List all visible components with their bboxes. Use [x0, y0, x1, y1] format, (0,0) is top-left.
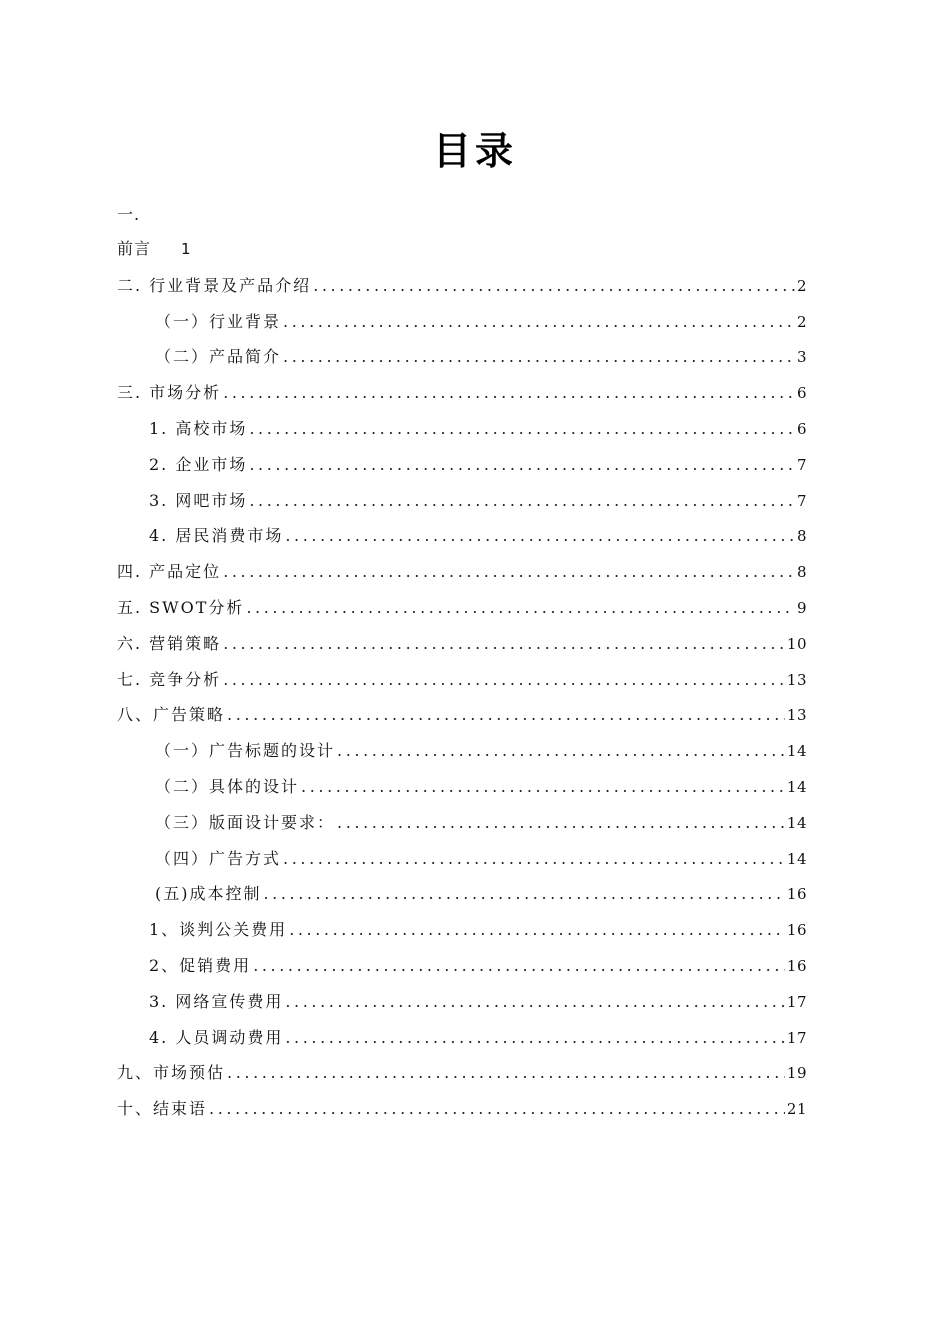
- dot-leader: [253, 955, 785, 977]
- toc-entry[interactable]: [117, 798, 807, 834]
- toc-entry[interactable]: [117, 476, 807, 512]
- toc-entry[interactable]: [117, 691, 807, 727]
- toc-entry-page: 13: [786, 670, 807, 689]
- toc-entry[interactable]: [117, 261, 807, 297]
- toc-entry-text: (五)成本控制: [155, 884, 262, 904]
- toc-entry-text: 1. 高校市场: [149, 418, 248, 438]
- dot-leader: [227, 1062, 785, 1084]
- toc-entry-page: 9: [796, 598, 807, 617]
- toc-entry-text: 3. 网吧市场: [149, 490, 248, 510]
- toc-entry[interactable]: [117, 512, 807, 548]
- toc-entry-page: 1: [181, 240, 192, 258]
- dot-leader: [223, 633, 785, 655]
- toc-entry-text: 七. 竞争分析: [117, 669, 222, 689]
- toc-entry-page: 7: [796, 491, 807, 510]
- toc-pre-line-1: [117, 204, 140, 226]
- toc-entry-page: 2: [796, 312, 807, 331]
- toc-entry-page: 16: [786, 885, 807, 904]
- dot-leader: [246, 597, 795, 619]
- dot-leader: [249, 454, 795, 476]
- toc-entry[interactable]: [117, 547, 807, 583]
- toc-entry[interactable]: [117, 297, 807, 333]
- toc-entry-text: 1、谈判公关费用: [149, 920, 288, 940]
- toc-entry-page: 8: [796, 563, 807, 582]
- toc-entry-page: 6: [796, 384, 807, 403]
- dot-leader: [223, 382, 795, 404]
- toc-entry-page: 14: [786, 777, 807, 796]
- toc-entry-text: 三. 市场分析: [117, 383, 222, 403]
- dot-leader: [249, 490, 795, 512]
- toc-entry[interactable]: [117, 762, 807, 798]
- toc-entry-text: 2、促销费用: [149, 955, 252, 975]
- toc-entry-text: 一.: [117, 205, 141, 224]
- toc-entry-page: 21: [786, 1100, 807, 1119]
- toc-pre-line-2[interactable]: [117, 238, 192, 260]
- toc-entry-text: 四. 产品定位: [117, 562, 222, 582]
- dot-leader: [209, 1098, 785, 1120]
- toc-entry-text: （四）广告方式: [155, 848, 282, 868]
- toc-entry-text: 前言: [117, 239, 152, 258]
- toc-entry-page: 10: [786, 634, 807, 653]
- toc-entry-text: 六. 营销策略: [117, 633, 222, 653]
- dot-leader: [337, 812, 785, 834]
- toc-entry[interactable]: [117, 404, 807, 440]
- dot-leader: [289, 919, 785, 941]
- toc-entry-text: 十、结束语: [117, 1099, 208, 1119]
- dot-leader: [285, 525, 795, 547]
- toc-entry-page: 17: [786, 1028, 807, 1047]
- toc-entry[interactable]: [117, 1013, 807, 1049]
- toc-entry-text: 九、市场预估: [117, 1063, 226, 1083]
- dot-leader: [249, 418, 795, 440]
- dot-leader: [223, 669, 785, 691]
- toc-entry-text: 八、广告策略: [117, 705, 226, 725]
- toc-entry-text: 4. 人员调动费用: [149, 1027, 284, 1047]
- dot-leader: [283, 848, 785, 870]
- toc-entry[interactable]: [117, 619, 807, 655]
- dot-leader: [227, 704, 785, 726]
- toc-entry-page: 17: [786, 992, 807, 1011]
- toc-entry-page: 2: [796, 276, 807, 295]
- toc-entry-text: （一）广告标题的设计: [155, 741, 336, 761]
- toc-entry[interactable]: [117, 655, 807, 691]
- toc-entry-page: 14: [786, 849, 807, 868]
- toc-entry[interactable]: [117, 834, 807, 870]
- toc-entry-text: （二）产品简介: [155, 347, 282, 367]
- toc-entry-text: 五. SWOT分析: [117, 597, 245, 617]
- toc-entry[interactable]: [117, 905, 807, 941]
- toc-entry[interactable]: [117, 1084, 807, 1120]
- toc-entry-page: 6: [796, 419, 807, 438]
- dot-leader: [283, 311, 795, 333]
- toc-entry[interactable]: [117, 333, 807, 369]
- toc-list: [117, 261, 807, 1120]
- dot-leader: [313, 275, 795, 297]
- toc-entry[interactable]: [117, 726, 807, 762]
- dot-leader: [285, 991, 785, 1013]
- dot-leader: [301, 776, 785, 798]
- toc-entry[interactable]: [117, 368, 807, 404]
- toc-entry[interactable]: [117, 1049, 807, 1085]
- toc-entry-page: 16: [786, 921, 807, 940]
- toc-entry-page: 19: [786, 1064, 807, 1083]
- toc-entry[interactable]: [117, 440, 807, 476]
- toc-entry[interactable]: [117, 941, 807, 977]
- toc-entry-page: 14: [786, 813, 807, 832]
- toc-entry-text: 二. 行业背景及产品介绍: [117, 275, 312, 295]
- toc-entry[interactable]: [117, 870, 807, 906]
- toc-entry-text: 4. 居民消费市场: [149, 526, 284, 546]
- toc-entry-page: 8: [796, 527, 807, 546]
- toc-entry-page: 7: [796, 455, 807, 474]
- toc-entry-page: 14: [786, 742, 807, 761]
- toc-entry-page: 16: [786, 956, 807, 975]
- toc-entry[interactable]: [117, 977, 807, 1013]
- dot-leader: [285, 1027, 785, 1049]
- dot-leader: [283, 346, 795, 368]
- toc-entry-text: 2. 企业市场: [149, 454, 248, 474]
- toc-entry-text: （三）版面设计要求：: [155, 812, 336, 832]
- dot-leader: [264, 883, 785, 905]
- toc-entry-text: （一）行业背景: [155, 311, 282, 331]
- dot-leader: [337, 740, 785, 762]
- toc-entry-page: 13: [786, 706, 807, 725]
- toc-entry-text: （二）具体的设计: [155, 776, 300, 796]
- toc-entry-text: 3. 网络宣传费用: [149, 991, 284, 1011]
- dot-leader: [223, 561, 795, 583]
- page-title: 目录: [432, 129, 517, 173]
- toc-entry-page: 3: [796, 348, 807, 367]
- toc-entry[interactable]: [117, 583, 807, 619]
